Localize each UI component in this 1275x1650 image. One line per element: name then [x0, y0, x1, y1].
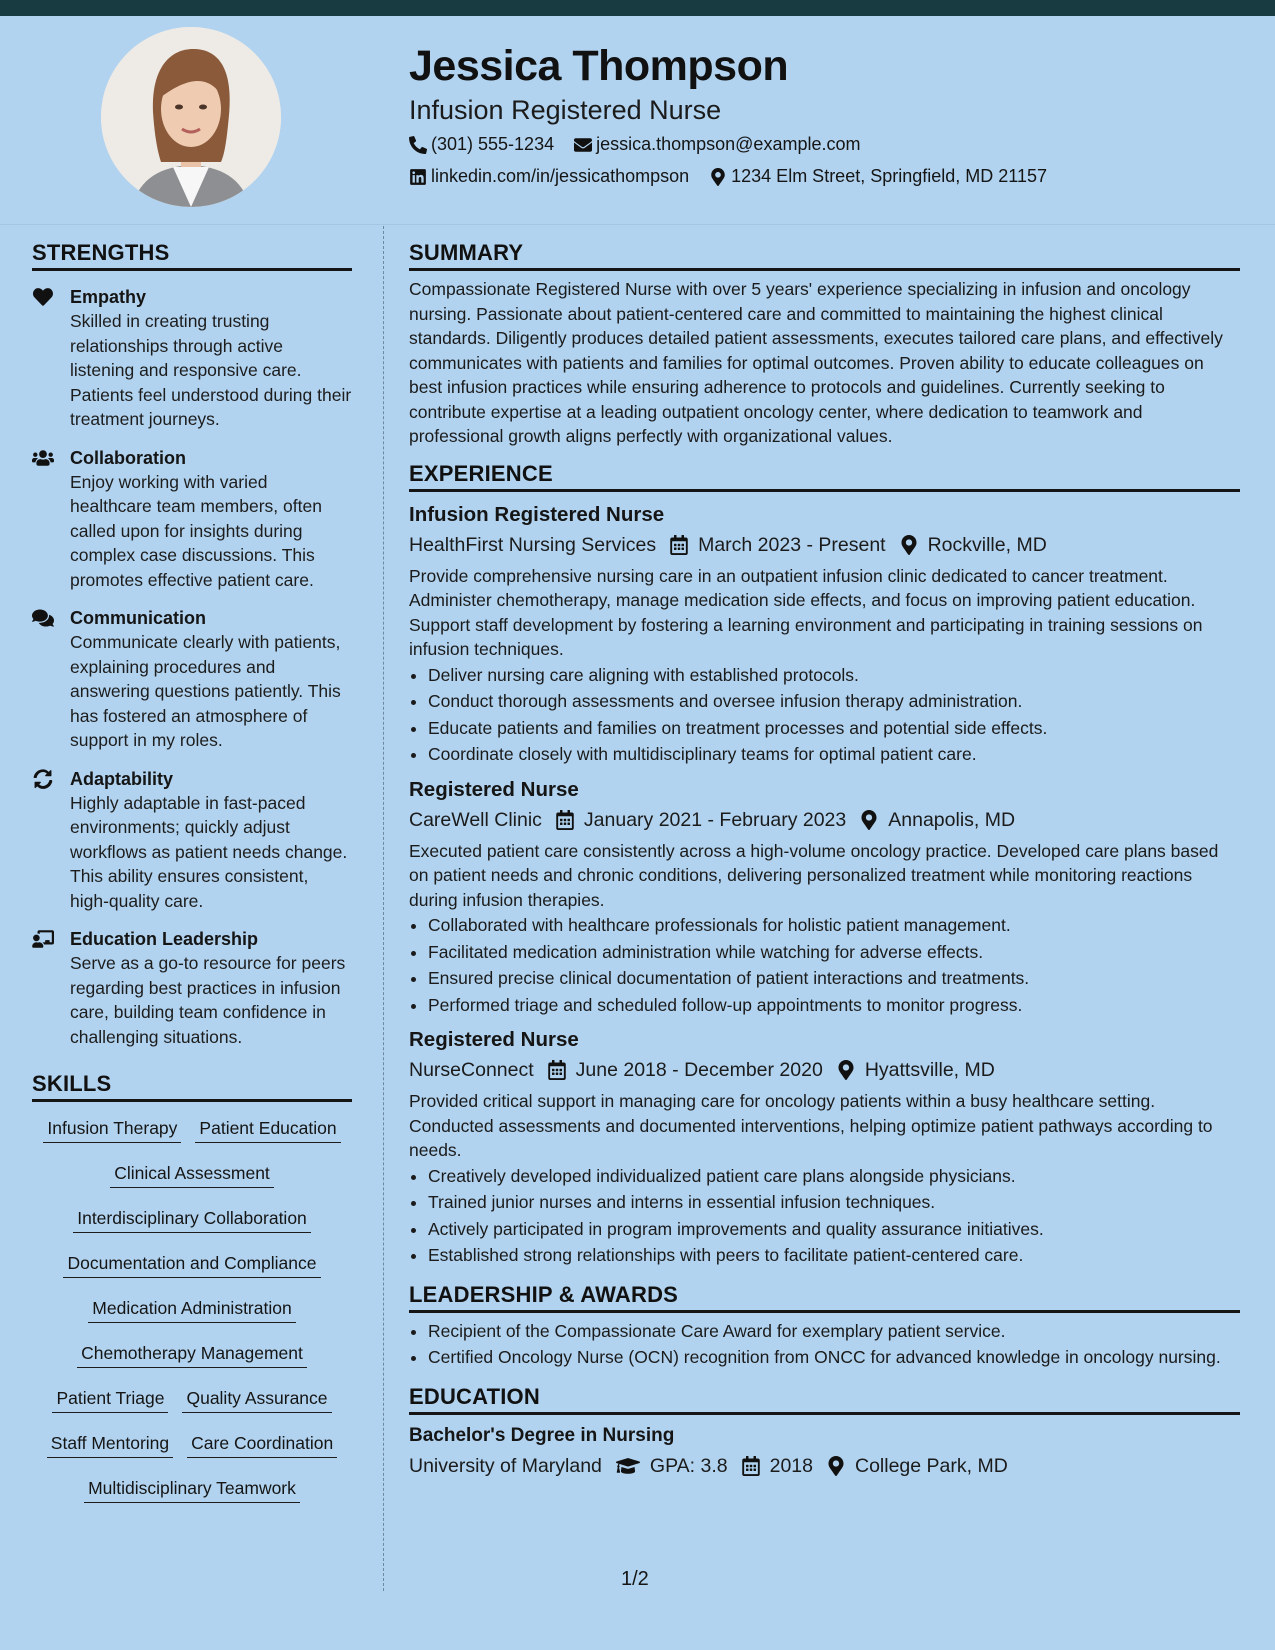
map-marker-icon — [837, 1060, 855, 1080]
list-item: • Conduct thorough assessments and oversee infusion therapy administration. — [428, 689, 1240, 714]
job-company: NurseConnect — [409, 1059, 534, 1081]
job-location: Rockville, MD — [927, 533, 1047, 556]
skill-tag: Patient Triage — [52, 1388, 168, 1413]
page-number: 1/2 — [621, 1568, 649, 1590]
candidate-title: Infusion Registered Nurse — [409, 95, 722, 125]
strength-desc: Communicate clearly with patients, explaining procedures and answering questions patiently. This has fostered an atmosphere of support in my roles. — [70, 632, 341, 750]
school-name: University of Maryland — [409, 1454, 602, 1477]
strength-item — [32, 606, 352, 753]
skill-row — [32, 1288, 352, 1333]
users-icon — [32, 448, 54, 468]
list-item: • Actively participated in program improvements and quality assurance initiatives. — [428, 1217, 1240, 1242]
contact-row-2 — [409, 166, 1067, 187]
address-contact — [709, 166, 1047, 187]
job-dates: June 2018 - December 2020 — [575, 1059, 823, 1081]
candidate-name: Jessica Thompson — [409, 42, 789, 90]
job-company: HealthFirst Nursing Services — [409, 533, 657, 556]
list-item: • Established strong relationships with peers to facilitate patient-centered care. — [428, 1243, 1240, 1268]
job-title: Registered Nurse — [409, 1028, 579, 1051]
linkedin-text: linkedin.com/in/jessicathompson — [431, 166, 690, 186]
strength-title: Adaptability — [70, 768, 174, 789]
address-text: 1234 Elm Street, Springfield, MD 21157 — [731, 166, 1047, 186]
map-marker-icon — [709, 168, 727, 186]
strength-title: Communication — [70, 608, 207, 628]
calendar-icon — [670, 535, 688, 555]
sync-icon — [32, 769, 54, 789]
envelope-icon — [574, 136, 592, 154]
list-item: • Coordinate closely with multidisciplinary teams for optimal patient care. — [428, 742, 1240, 767]
skill-tag: Documentation and Compliance — [63, 1253, 320, 1278]
skill-tag: Staff Mentoring — [47, 1433, 173, 1458]
list-item: • Certified Oncology Nurse (OCN) recognition from ONCC for advanced knowledge in oncology nursing. — [428, 1345, 1240, 1370]
list-item: • Ensured precise clinical documentation of patient interactions and treatments. — [428, 966, 1240, 991]
left-column — [32, 240, 352, 1513]
list-item: • Trained junior nurses and interns in essential infusion techniques. — [428, 1190, 1240, 1215]
skill-tag: Patient Education — [195, 1118, 340, 1143]
skill-tag: Infusion Therapy — [43, 1118, 181, 1143]
map-marker-icon — [827, 1456, 845, 1476]
map-marker-icon — [860, 810, 878, 830]
calendar-icon — [742, 1456, 760, 1476]
linkedin-contact[interactable] — [409, 166, 689, 187]
job-title: Registered Nurse — [409, 777, 579, 801]
strength-desc: Serve as a go-to resource for peers regarding best practices in infusion care, building team confidence in challenging situations. — [70, 953, 346, 1047]
contact-row-1 — [409, 134, 880, 155]
skill-row — [32, 1108, 352, 1153]
heart-icon — [32, 287, 54, 307]
job-bullets — [409, 1164, 1240, 1268]
skill-row — [32, 1198, 352, 1243]
job-meta — [409, 1055, 1240, 1085]
summary-heading: SUMMARY — [409, 240, 1240, 271]
phone-icon — [409, 136, 427, 154]
header-divider — [0, 224, 1275, 225]
email-contact[interactable] — [574, 134, 860, 155]
column-divider — [383, 226, 384, 1591]
list-item: • Collaborated with healthcare professionals for holistic patient management. — [428, 913, 1240, 938]
graduation-cap-icon — [616, 1456, 640, 1476]
strengths-heading: STRENGTHS — [32, 240, 352, 271]
skill-tag: Quality Assurance — [182, 1388, 331, 1413]
awards-heading: LEADERSHIP & AWARDS — [409, 1282, 1240, 1313]
strength-item — [32, 927, 352, 1049]
experience-heading: EXPERIENCE — [409, 461, 1240, 492]
skill-row — [32, 1468, 352, 1513]
school-location: College Park, MD — [854, 1454, 1008, 1477]
list-item: • Creatively developed individualized patient care plans alongside physicians. — [428, 1164, 1240, 1189]
strength-desc: Skilled in creating trusting relationships through active listening and responsive care. Patients feel understood during their treatment journeys. — [70, 311, 352, 429]
skill-row — [32, 1423, 352, 1468]
skill-tag: Care Coordination — [187, 1433, 337, 1458]
strength-desc: Highly adaptable in fast-paced environments; quickly adjust workflows as patient needs change. This ability ensures consistent, high-quality care. — [70, 792, 348, 911]
list-item: • Facilitated medication administration while watching for adverse effects. — [428, 940, 1240, 965]
phone-contact[interactable] — [409, 134, 554, 155]
job-description: Provide comprehensive nursing care in an outpatient infusion clinic dedicated to cancer treatment. Administer chemotherapy, manage medication side effects, and focus on improving patient education. Support staff development by fostering a learning environment and participating in training sessions on infusion techniques. — [409, 565, 1203, 659]
profile-photo — [101, 27, 281, 207]
job-bullets — [409, 913, 1240, 1017]
skill-row — [32, 1333, 352, 1378]
job-dates: January 2021 - February 2023 — [583, 808, 847, 831]
strength-title: Collaboration — [70, 447, 186, 468]
summary-text: Compassionate Registered Nurse with over 5 years' experience specializing in infusion and oncology nursing. Passionate about patient-centered care and committed to maintaining the highest clinical standards. Diligently produces detailed patient assessments, executes tailored care plans, and effectively communicates with patients and families for optimal outcomes. Proven ability to educate colleagues on best infusion practices while ensuring adherence to protocols and guidelines. Currently seeking to contribute expertise at a leading outpatient oncology center, where dedication to teamwork and professional growth aligns perfectly with organizational values. — [409, 279, 1223, 446]
strength-item — [32, 767, 352, 914]
top-bar — [0, 0, 1275, 16]
job-entry — [409, 775, 1240, 1018]
strength-item — [32, 446, 352, 593]
graduation-year: 2018 — [769, 1454, 813, 1477]
job-location: Hyattsville, MD — [864, 1059, 995, 1081]
calendar-icon — [548, 1060, 566, 1080]
list-item: • Performed triage and scheduled follow-up appointments to monitor progress. — [428, 993, 1240, 1018]
job-meta — [409, 530, 1240, 560]
skill-tag: Chemotherapy Management — [77, 1343, 307, 1368]
skill-row — [32, 1153, 352, 1198]
right-column — [409, 240, 1240, 1485]
skill-row — [32, 1378, 352, 1423]
job-entry — [409, 500, 1240, 767]
list-item: • Recipient of the Compassionate Care Award for exemplary patient service. — [428, 1319, 1240, 1344]
job-bullets — [409, 663, 1240, 767]
strength-title: Education Leadership — [70, 929, 259, 949]
gpa-text: GPA: 3.8 — [649, 1454, 728, 1477]
list-item: • Deliver nursing care aligning with established protocols. — [428, 663, 1240, 688]
skill-tag: Interdisciplinary Collaboration — [73, 1208, 311, 1233]
job-description: Executed patient care consistently across a high-volume oncology practice. Developed care plans based on patient needs and chronic conditions, delivering personalized treatment while monitoring reactions during infusion therapies. — [409, 840, 1219, 910]
job-dates: March 2023 - Present — [698, 533, 886, 556]
comments-icon — [32, 608, 54, 628]
job-entry — [409, 1025, 1240, 1268]
skill-tag: Multidisciplinary Teamwork — [84, 1478, 300, 1503]
job-title: Infusion Registered Nurse — [409, 502, 665, 526]
skills-heading: SKILLS — [32, 1071, 352, 1102]
strength-title: Empathy — [70, 287, 147, 307]
education-heading: EDUCATION — [409, 1384, 1240, 1415]
phone-text: (301) 555-1234 — [431, 134, 555, 154]
chalkboard-teacher-icon — [32, 929, 54, 949]
skill-tag: Medication Administration — [88, 1298, 295, 1323]
job-company: CareWell Clinic — [409, 808, 542, 831]
skill-tag: Clinical Assessment — [110, 1163, 274, 1188]
strength-desc: Enjoy working with varied healthcare team members, often called upon for insights during complex case discussions. This promotes effective patient care. — [70, 471, 322, 590]
linkedin-icon — [409, 168, 427, 186]
list-item: • Educate patients and families on treatment processes and potential side effects. — [428, 716, 1240, 741]
job-location: Annapolis, MD — [888, 808, 1016, 831]
skills-list — [32, 1108, 352, 1513]
job-description: Provided critical support in managing care for oncology patients within a busy healthcare setting. Conducted assessments and documented interventions, helping optimize patient pathways according to needs. — [409, 1091, 1213, 1160]
awards-list — [409, 1319, 1240, 1370]
map-marker-icon — [900, 535, 918, 555]
strength-item — [32, 285, 352, 432]
calendar-icon — [556, 810, 574, 830]
skill-row — [32, 1243, 352, 1288]
email-text: jessica.thompson@example.com — [596, 134, 861, 154]
job-meta — [409, 805, 1240, 835]
education-meta — [409, 1451, 1240, 1481]
degree-title: Bachelor's Degree in Nursing — [409, 1424, 675, 1446]
